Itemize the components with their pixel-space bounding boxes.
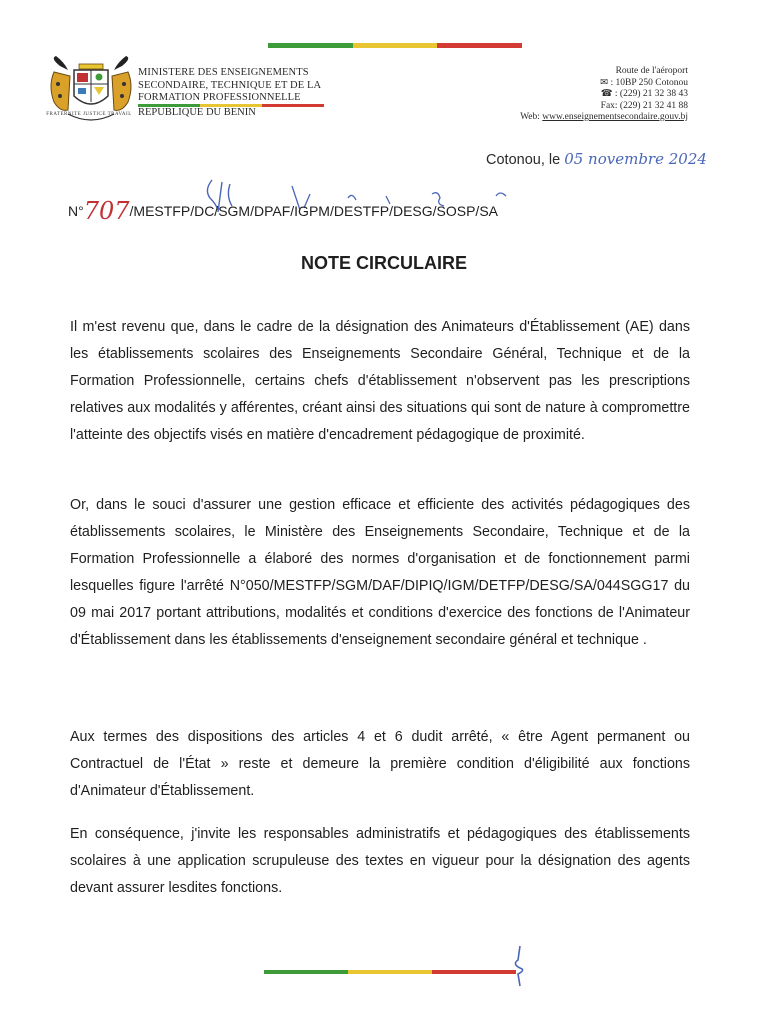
flag-yellow-stripe bbox=[353, 43, 438, 48]
flag-red-stripe bbox=[432, 970, 516, 974]
ministry-line: MINISTERE DES ENSEIGNEMENTS bbox=[138, 67, 309, 78]
document-title: NOTE CIRCULAIRE bbox=[301, 253, 467, 273]
handwritten-date: 05 novembre 2024 bbox=[564, 150, 707, 168]
coat-of-arms-icon bbox=[46, 56, 136, 132]
reference-number bbox=[68, 197, 498, 225]
flag-green-stripe bbox=[268, 43, 353, 48]
place-label: Cotonou, le bbox=[486, 152, 565, 168]
flag-bar-top bbox=[268, 43, 522, 48]
contact-block bbox=[520, 66, 688, 124]
initial-signature-icon bbox=[506, 944, 534, 988]
flag-bar-bottom bbox=[264, 970, 516, 974]
emblem-motto: FRATERNITE JUSTICE TRAVAIL bbox=[46, 112, 132, 117]
body-paragraph: Il m'est revenu que, dans le cadre de la désignation des Animateurs d'Établissement (AE) dans les établissements scolaires des Enseignements Secondaire Général, Technique et de la Formation Professionnelle, certains chefs d'établissement n'observent pas les prescriptions relatives aux modalités y afférentes, créant ainsi des situations qui sont de nature à compromettre l'atteinte des objectifs visés en matière d'encadrement pédagogique de proximité. bbox=[70, 319, 690, 443]
phone: ☎ : (229) 21 32 38 43 bbox=[600, 89, 688, 99]
flag-red-stripe bbox=[437, 43, 522, 48]
flag-red-stripe bbox=[262, 104, 324, 107]
ministry-name bbox=[138, 67, 321, 105]
reference-prefix: N° bbox=[68, 203, 84, 219]
ministry-line: SECONDAIRE, TECHNIQUE ET DE LA bbox=[138, 79, 322, 91]
fax: Fax: (229) 21 32 41 88 bbox=[600, 100, 688, 111]
website-link[interactable]: www.enseignementsecondaire.gouv.bj bbox=[542, 112, 688, 122]
handwritten-reference-number: 707 bbox=[83, 197, 130, 225]
reference-suffix: /MESTFP/DC/SGM/DPAF/IGPM/DESTFP/DESG/SOSP/SA bbox=[129, 203, 498, 219]
place-date bbox=[486, 150, 707, 168]
address: Route de l'aéroport bbox=[615, 66, 688, 76]
po-box: ✉ : 10BP 250 Cotonou bbox=[600, 77, 688, 88]
body-paragraph: Or, dans le souci d'assurer une gestion efficace et efficiente des activités pédagogiques des établissements scolaires, le Ministère des Enseignements Secondaire, Technique et de la Formation Professionnelle a élaboré des normes d'organisation et de fonctionnement parmi lesquelles figure l'arrêté N°050/MESTFP/SGM/DAF/DIPIQ/IGM/DETFP/DESG/SA/044SGG17 du 09 mai 2017 portant attributions, modalités et conditions d'exercice des fonctions de l'Animateur d'Établissement dans les établissements d'enseignement secondaire général et technique . bbox=[70, 497, 690, 648]
republic-name: REPUBLIQUE DU BENIN bbox=[138, 107, 256, 118]
flag-green-stripe bbox=[264, 970, 348, 974]
ministry-line: FORMATION PROFESSIONNELLE bbox=[138, 92, 301, 103]
website-line bbox=[520, 112, 688, 124]
body-paragraph: Aux termes des dispositions des articles 4 et 6 dudit arrêté, « être Agent permanent ou Contractuel de l'État » reste et demeure la première condition d'éligibilité aux fonctions d'Animateur d'Établissement. bbox=[70, 729, 690, 799]
body-paragraph: En conséquence, j'invite les responsables administratifs et pédagogiques des établissements scolaires à une application scrupuleuse des textes en vigueur pour la désignation des agents devant assurer lesdites fonctions. bbox=[70, 826, 690, 896]
website-label: Web: bbox=[520, 112, 543, 122]
flag-yellow-stripe bbox=[348, 970, 432, 974]
